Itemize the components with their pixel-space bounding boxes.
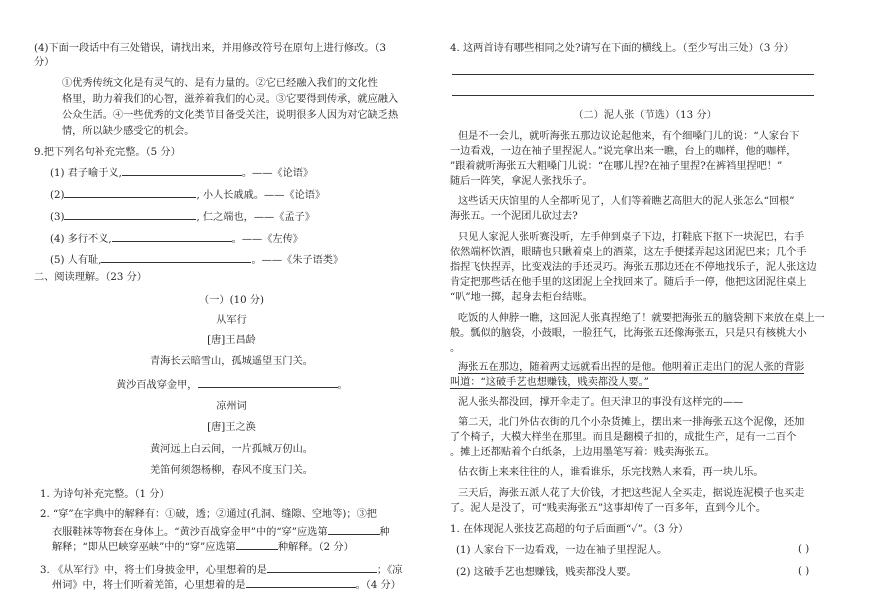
answer-blank[interactable] <box>236 538 278 550</box>
p4-line2: 般。瓢似的脑袋，小鼓眼，一脸狂气，比海张五还像海张五，只是只有核桃大小 <box>450 328 807 339</box>
answer-paren[interactable]: ( ) <box>798 566 810 577</box>
p2-line1: 这些话天庆馆里的人全都听见了，人们等着瞧艺高胆大的泥人张怎么“回根” <box>458 196 795 207</box>
left-q1: 1. 为诗句补充完整。（1 分） <box>40 489 170 500</box>
p1-line3: ”跟着就听海张五大粗嗓门儿说：“在哪儿捏?在袖子里捏?在裤裆里捏吧！” <box>450 161 783 172</box>
q4-text-line1: ①优秀传统文化是有灵气的、是有力量的。②它已经融入我们的文化性 <box>62 78 378 89</box>
answer-paren[interactable]: ( ) <box>798 544 810 555</box>
answer-blank[interactable] <box>112 230 232 242</box>
answer-blank[interactable] <box>246 576 356 588</box>
underlined-sentence: 叫道：“这破手艺也想赚钱，贱卖都没人要。” <box>450 377 649 388</box>
underlined-sentence: 海张五在那边，随着两丈远就看出捏的是他。他明着正走出门的泥人张的背影 <box>458 362 805 373</box>
q9-item-2: (2) , 小人长戚戚。——《论语》 <box>50 186 325 203</box>
q9-item-3: (3) , 仁之端也，——《孟子》 <box>50 208 315 225</box>
poem2-title: 凉州词 <box>216 401 247 412</box>
q4-prompt-line1: (4)下面一段话中有三处错误，请找出来，并用修改符号在原句上进行修改。（3 <box>34 43 386 54</box>
q9-item-5: (5) 人有耻, 。——《朱子语类》 <box>50 251 343 268</box>
q9-item-4: (4) 多行不义, 。——《左传》 <box>50 230 303 247</box>
p1-line2: 一边看戏，一边在袖子里捏泥人。”说完拿出来一瞧，台上的咖样，他的咖样， <box>450 146 797 157</box>
p3-line2: 依然端杯饮酒，眼睛也只瞅着桌上的酒菜，这左手便揉弄起这团泥巴来；几个手 <box>450 247 807 258</box>
p4-line1: 吃饭的人伸脖一瞧，这回泥人张真捏绝了！就要把海张五的脑袋割下来放在桌上一 <box>458 313 825 324</box>
p5-line1 <box>458 361 804 375</box>
poem1-title: 从军行 <box>216 315 247 326</box>
left-q2-line1: 2. “穿”在字典中的解释有：①破，透；②通过(孔洞、缝隙、空地等)；③把 <box>40 509 377 520</box>
q1-item-2: (2) 这破手艺也想赚钱，贱卖都没人要。 <box>456 567 637 578</box>
left-q2-line2: 衣服鞋袜等物套在身体上。“黄沙百战穿金甲”中的“穿”应选第 种 <box>52 523 390 540</box>
p7-line2: 了个椅子，大模大样坐在那里。而且是翻模子扣的，成批生产，足有一二百个 <box>450 432 797 443</box>
poem1-line2: 黄沙百战穿金甲， 。 <box>116 376 348 393</box>
p9-line1: 三天后，海张五派人花了大价钱，才把这些泥人全买走，据说连泥模子也买走 <box>458 488 805 499</box>
p4-line3: 。 <box>450 343 461 354</box>
p3-line5: “叭”地一掷，起身去柜台结账。 <box>450 292 593 303</box>
answer-blank[interactable] <box>198 376 338 388</box>
answer-line[interactable] <box>452 95 814 96</box>
answer-blank[interactable] <box>64 186 196 198</box>
q4-text-line3: 公众生活。④一些优秀的文化类节目备受关注，说明很多人因为对它缺乏热 <box>62 110 399 121</box>
poem2-author: [唐]王之涣 <box>207 422 256 433</box>
q1-item-1: (1) 人家台下一边看戏，一边在袖子里捏泥人。 <box>456 545 668 556</box>
answer-blank[interactable] <box>64 208 196 220</box>
p9-line2: 了。泥人是没了，可“贱卖海张五”这事却传了一百多年，直到今儿个。 <box>450 503 767 514</box>
p1-line4: 随后一阵笑，拿泥人张找乐子。 <box>450 176 593 187</box>
answer-blank[interactable] <box>328 523 380 535</box>
p3-line4: 肯定把那些话在他手里的这团泥上全找回来了。随后手一停，他把这团泥往桌上 <box>450 277 807 288</box>
right-q4: 4. 这两首诗有哪些相同之处?请写在下面的横线上。（至少写出三处）（3 分） <box>450 43 794 54</box>
p3-line1: 只见人家泥人张听赛没听，左手伸到桌子下边，打鞋底下抠下一块泥巴，右手 <box>458 232 805 243</box>
answer-blank[interactable] <box>267 561 377 573</box>
q4-text-line2: 格里，助力着我们的心智，滋养着我们的心灵。③它要得到传承，就应融入 <box>62 94 399 105</box>
p7-line3: 。摊上还都贴着个白纸条，上边用墨笔写着：贱卖海张五。 <box>450 447 715 458</box>
p1-line1: 但是不一会儿，就听海张五那边议论起他来，有个细嗓门儿的说：“人家台下 <box>458 131 800 142</box>
q4-text-line4: 情，所以缺少感受它的机会。 <box>62 126 195 137</box>
section-2-heading: 二、阅读理解。（23 分） <box>34 272 147 283</box>
answer-line[interactable] <box>452 74 814 75</box>
p3-line3: 指捏飞快捏弄，比变戏法的手还灵巧。海张五那边还在不停地找乐子，泥人张这边 <box>450 262 817 273</box>
left-q2-line3: 解释；“即从巴峡穿巫峡”中的“穿”应选第 种解释。（2 分） <box>52 538 354 555</box>
answer-blank[interactable] <box>101 251 251 263</box>
left-q3-line2: 州词》中，将士们听着羌笛，心里想着的是 。（4 分） <box>52 576 401 593</box>
poem2-line2: 羌笛何须怨杨柳，春风不度玉门关。 <box>150 465 313 476</box>
poem2-line1: 黄河远上白云间，一片孤城万仞山。 <box>150 444 313 455</box>
p7-line1: 第二天，北门外估衣街的几个小杂货摊上，摆出来一排海张五这个泥像，还加 <box>458 417 805 428</box>
poem1-line1: 青海长云暗雪山，孤城遥望玉门关。 <box>150 356 313 367</box>
poem1-author: [唐]王昌龄 <box>207 335 256 346</box>
q9-title: 9.把下列名句补充完整。（5 分） <box>34 147 181 158</box>
q9-item-1: (1) 君子喻于义, 。——《论语》 <box>50 164 313 181</box>
p8: 估衣街上来来往往的人，谁看谁乐，乐完找熟人来看，再一块儿乐。 <box>458 467 764 478</box>
p5-line2 <box>450 376 649 390</box>
answer-blank[interactable] <box>122 164 242 176</box>
p6: 泥人张头都没回，撑开伞走了。但天津卫的事没有这样完的—— <box>458 397 744 408</box>
q4-prompt-line2: 分） <box>34 57 55 68</box>
p2-line2: 海张五。一个泥团儿砍过去? <box>450 211 578 222</box>
part2-heading: （二）泥人张（节选）（13 分） <box>573 110 717 121</box>
right-q1: 1. 在体现泥人张技艺高超的句子后面画“✓”。（3 分） <box>450 524 689 535</box>
left-q3-line1: 3. 《从军行》中，将士们身披金甲，心里想着的是 ；《凉 <box>40 561 402 578</box>
part1-heading: （一）(10 分) <box>199 295 264 306</box>
